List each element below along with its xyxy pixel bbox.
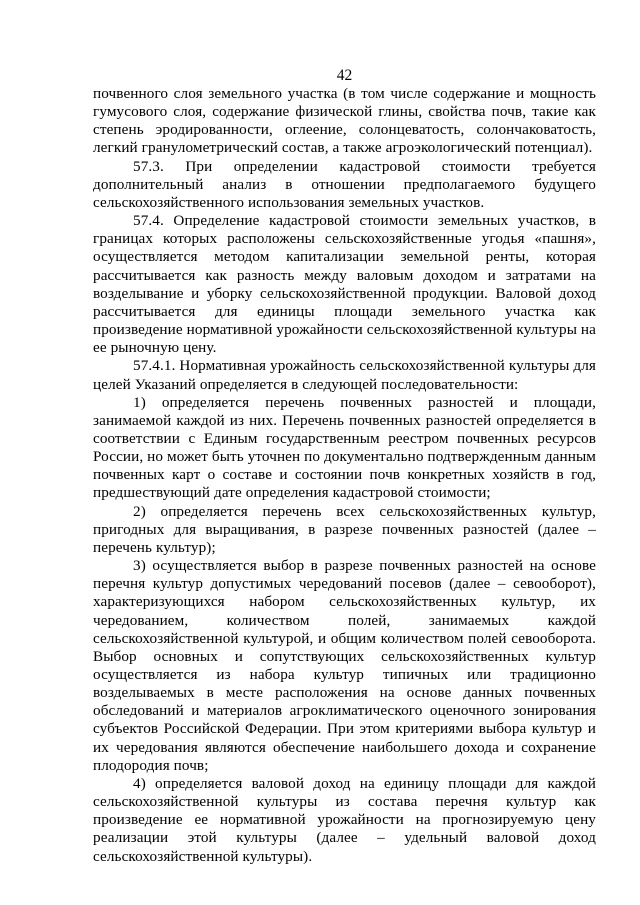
paragraph-soil-characteristics: почвенного слоя земельного участка (в том числе содержание и мощность гумусового слоя, содержание физической глины, свойства почв, такие как степень эродированности, оглеение, солонцеватость, солончаковатость, легкий гранулометрический состав, а также агроэкологический потенциал). [93,85,596,157]
list-item-1: 1) определяется перечень почвенных разностей и площади, занимаемой каждой из них. Перечень почвенных разностей определяется в соответствии с Единым государственным реестром почвенных ресурсов России, но может быть уточнен по документально подтвержденным данным почвенных карт о составе и состоянии почв конкретных хозяйств в год, предшествующий дате определения кадастровой стоимости; [93,393,596,502]
paragraph-57-4: 57.4. Определение кадастровой стоимости земельных участков, в границах которых расположены сельскохозяйственные угодья «пашня», осуществляется методом капитализации земельной ренты, которая рассчитывается как разность между валовым доходом и затратами на возделывание и уборку сельскохозяйственной продукции. Валовой доход рассчитывается для единицы площади земельного участка как произведение нормативной урожайности сельскохозяйственной культуры на ее рыночную цену. [93,212,596,357]
paragraph-57-3: 57.3. При определении кадастровой стоимости требуется дополнительный анализ в отношении предполагаемого будущего сельскохозяйственного использования земельных участков. [93,157,596,211]
document-page [93,66,596,866]
list-item-2: 2) определяется перечень всех сельскохозяйственных культур, пригодных для выращивания, в разрезе почвенных разностей (далее – перечень культур); [93,502,596,556]
list-item-3: 3) осуществляется выбор в разрезе почвенных разностей на основе перечня культур допустимых чередований посевов (далее – севооборот), характеризующихся набором сельскохозяйственных культур, их чередованием, количеством полей, занимаемых каждой сельскохозяйственной культурой, и общим количеством полей севооборота. Выбор основных и сопутствующих сельскохозяйственных культур осуществляется из набора культур типичных или традиционно возделываемых в месте расположения на основе данных почвенных обследований и материалов агроклиматического оценочного зонирования субъектов Российской Федерации. При этом критериями выбора культур и их чередования являются обеспечение наибольшего дохода и сохранение плодородия почв; [93,557,596,774]
page-number: 42 [336,67,353,84]
list-item-4: 4) определяется валовой доход на единицу площади для каждой сельскохозяйственной культуры из состава перечня культур как произведение ее нормативной урожайности на прогнозируемую цену реализации этой культуры (далее – удельный валовой доход сельскохозяйственной культуры). [93,774,596,865]
paragraph-57-4-1: 57.4.1. Нормативная урожайность сельскохозяйственной культуры для целей Указаний определяется в следующей последовательности: [93,357,596,393]
